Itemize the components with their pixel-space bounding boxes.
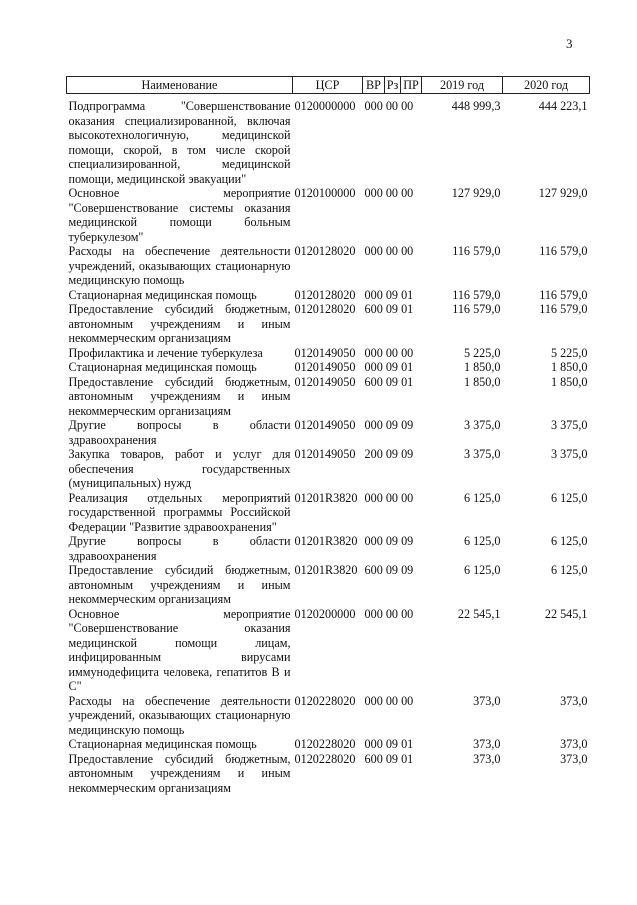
row-csr: 0120228020 xyxy=(294,737,356,751)
row-value-2019: 3 375,0 xyxy=(463,418,501,432)
row-name: Предоставление субсидий бюджетным, автономным учреждениям и иным некоммерческим организациям xyxy=(68,751,291,795)
row-codes: 600 09 01 xyxy=(364,302,414,316)
row-name: Подпрограмма "Совершенствование оказания специализированной, включая высокотехнологичную, медицинской помощи, скорой, в том числе скорой специализированной, медицинской помощи, медицинской эвакуации" xyxy=(68,99,291,186)
table-row xyxy=(67,694,590,738)
row-value-2020: 373,0 xyxy=(560,751,588,766)
row-codes: 000 09 01 xyxy=(364,360,414,374)
row-name: Профилактика и лечение туберкулеза xyxy=(68,345,263,360)
budget-table xyxy=(66,76,590,795)
row-codes: 000 00 00 xyxy=(364,606,414,621)
row-codes: 000 09 09 xyxy=(364,534,414,548)
row-csr: 0120149050 xyxy=(294,360,356,374)
row-csr: 0120228020 xyxy=(294,751,356,766)
table-row xyxy=(67,288,590,303)
row-csr: 01201R3820 xyxy=(294,490,358,505)
row-csr: 01201R3820 xyxy=(294,534,358,548)
row-name: Расходы на обеспечение деятельности учреждений, оказывающих стационарную медицинскую помощь xyxy=(68,693,291,737)
row-name: Предоставление субсидий бюджетным, автономным учреждениям и иным некоммерческим организациям xyxy=(68,374,291,418)
row-codes: 000 00 00 xyxy=(364,345,414,360)
table-header-row xyxy=(67,77,590,94)
row-csr: 0120149050 xyxy=(294,374,356,389)
row-csr: 01201R3820 xyxy=(294,563,358,577)
row-value-2019: 116 579,0 xyxy=(452,287,501,302)
table-row xyxy=(67,447,590,491)
row-codes: 000 00 00 xyxy=(364,490,414,505)
row-codes: 000 00 00 xyxy=(364,99,414,113)
row-name: Стационарная медицинская помощь xyxy=(68,287,257,302)
row-name: Основное мероприятие "Совершенствование оказания медицинской помощи лицам, инфицированным вирусами иммунодефицита человека, гепатитов В и С" xyxy=(68,606,291,693)
table-row xyxy=(67,563,590,607)
table-row xyxy=(67,375,590,419)
row-csr: 0120228020 xyxy=(294,693,356,708)
row-name: Другие вопросы в области здравоохранения xyxy=(68,534,291,563)
row-codes: 600 09 09 xyxy=(364,563,414,577)
row-csr: 0120128020 xyxy=(294,302,356,316)
row-value-2020: 116 579,0 xyxy=(539,244,588,258)
table-row xyxy=(67,360,590,375)
row-csr: 0120149050 xyxy=(294,418,356,432)
table-row xyxy=(67,302,590,346)
table-row xyxy=(67,737,590,752)
header-name: Наименование xyxy=(67,77,293,94)
row-codes: 200 09 09 xyxy=(364,447,414,461)
row-value-2019: 6 125,0 xyxy=(463,534,501,548)
header-2019: 2019 год xyxy=(422,77,503,94)
row-name: Реализация отдельных мероприятий государственной программы Российской Федерации "Развитие здравоохранения" xyxy=(68,490,291,534)
row-value-2019: 127 929,0 xyxy=(451,186,501,200)
header-pr: ПР xyxy=(401,77,422,94)
row-codes: 600 09 01 xyxy=(364,751,414,766)
row-name: Предоставление субсидий бюджетным, автономным учреждениям и иным некоммерческим организациям xyxy=(68,302,291,345)
row-value-2019: 116 579,0 xyxy=(452,302,501,316)
table-row xyxy=(67,244,590,288)
header-csr: ЦСР xyxy=(293,77,363,94)
row-value-2020: 3 375,0 xyxy=(550,447,588,461)
row-name: Предоставление субсидий бюджетным, автономным учреждениям и иным некоммерческим организациям xyxy=(68,563,291,606)
row-value-2019: 373,0 xyxy=(473,737,501,751)
table-row xyxy=(67,418,590,447)
page-number: 3 xyxy=(566,36,573,51)
row-value-2020: 3 375,0 xyxy=(550,418,588,432)
table-row xyxy=(67,752,590,796)
row-csr: 0120128020 xyxy=(294,244,356,258)
row-value-2019: 116 579,0 xyxy=(452,244,501,258)
header-vr: ВР xyxy=(363,77,385,94)
table-row xyxy=(67,186,590,244)
table-row xyxy=(67,346,590,361)
table-row xyxy=(67,491,590,535)
row-csr: 0120149050 xyxy=(294,345,356,360)
row-value-2019: 3 375,0 xyxy=(463,447,501,461)
row-name: Другие вопросы в области здравоохранения xyxy=(68,418,291,447)
row-value-2019: 373,0 xyxy=(473,693,501,708)
row-name: Стационарная медицинская помощь xyxy=(68,360,257,374)
row-value-2020: 5 225,0 xyxy=(550,345,588,360)
row-value-2019: 6 125,0 xyxy=(463,490,501,505)
header-rz: Рз xyxy=(385,77,401,94)
row-value-2020: 22 545,1 xyxy=(544,606,588,621)
row-value-2020: 1 850,0 xyxy=(550,360,588,374)
row-name: Основное мероприятие "Совершенствование системы оказания медицинской помощи больным туберкулезом" xyxy=(68,186,291,244)
row-value-2020: 6 125,0 xyxy=(550,490,588,505)
row-value-2019: 448 999,3 xyxy=(451,99,501,113)
row-codes: 000 09 09 xyxy=(364,418,414,432)
row-value-2019: 22 545,1 xyxy=(457,606,501,621)
row-codes: 000 00 00 xyxy=(364,186,414,200)
row-name: Стационарная медицинская помощь xyxy=(68,737,257,751)
row-name: Расходы на обеспечение деятельности учреждений, оказывающих стационарную медицинскую помощь xyxy=(68,244,291,287)
row-codes: 000 09 01 xyxy=(364,737,414,751)
row-value-2020: 373,0 xyxy=(560,693,588,708)
row-value-2019: 1 850,0 xyxy=(463,374,501,389)
row-csr: 0120149050 xyxy=(294,447,356,461)
row-csr: 0120200000 xyxy=(294,606,356,621)
row-value-2020: 127 929,0 xyxy=(538,186,588,200)
row-value-2019: 373,0 xyxy=(473,751,501,766)
row-codes: 000 00 00 xyxy=(364,693,414,708)
row-csr: 0120128020 xyxy=(294,287,356,302)
row-value-2020: 6 125,0 xyxy=(550,563,588,577)
row-value-2019: 6 125,0 xyxy=(463,563,501,577)
row-csr: 0120000000 xyxy=(294,99,356,113)
row-value-2019: 5 225,0 xyxy=(463,345,501,360)
row-value-2020: 116 579,0 xyxy=(539,302,588,316)
row-codes: 600 09 01 xyxy=(364,374,414,389)
row-codes: 000 00 00 xyxy=(364,244,414,258)
row-value-2020: 1 850,0 xyxy=(550,374,588,389)
header-2020: 2020 год xyxy=(503,77,590,94)
row-value-2019: 1 850,0 xyxy=(463,360,501,374)
row-value-2020: 373,0 xyxy=(560,737,588,751)
row-value-2020: 6 125,0 xyxy=(550,534,588,548)
row-csr: 0120100000 xyxy=(294,186,356,200)
table-row xyxy=(67,534,590,563)
row-name: Закупка товаров, работ и услуг для обеспечения государственных (муниципальных) нужд xyxy=(68,447,291,490)
row-value-2020: 116 579,0 xyxy=(539,287,588,302)
row-value-2020: 444 223,1 xyxy=(538,99,588,113)
row-codes: 000 09 01 xyxy=(364,287,414,302)
table-row xyxy=(67,607,590,694)
table-row xyxy=(67,94,590,187)
